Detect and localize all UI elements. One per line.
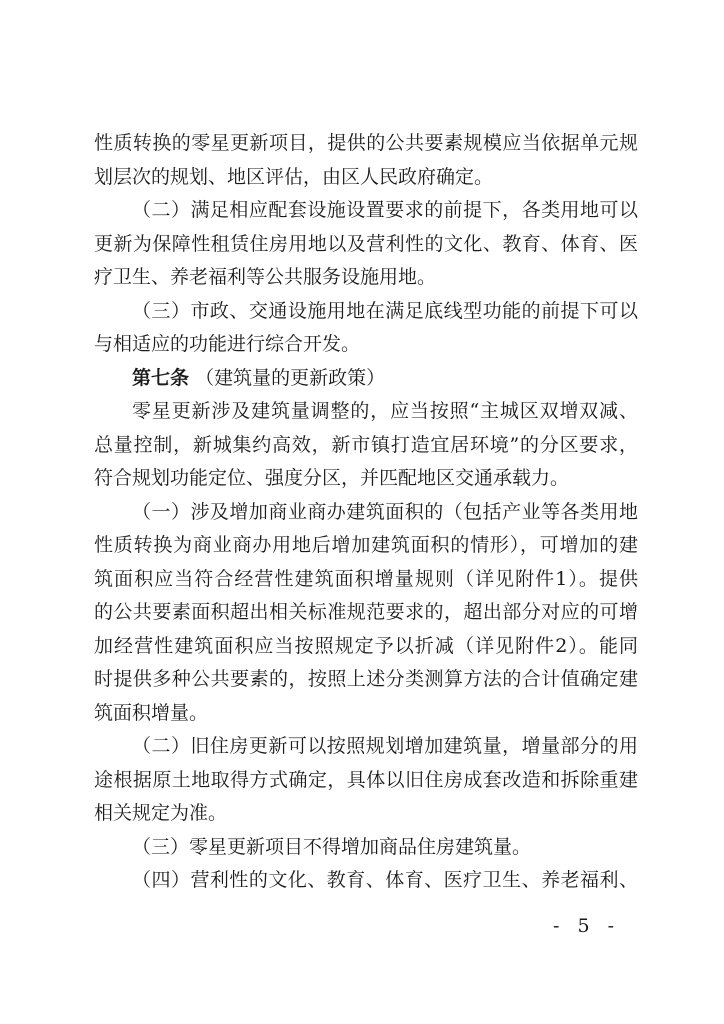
paragraph-line: （二）满足相应配套设施设置要求的前提下，各类用地可以 bbox=[132, 199, 638, 221]
article-label: 第七条 bbox=[132, 366, 190, 389]
paragraph-line: 符合规划功能定位、强度分区，并匹配地区交通承载力。 bbox=[94, 467, 570, 489]
paragraph-line: 的公共要素面积超出相关标准规范要求的，超出部分对应的可增 bbox=[94, 601, 638, 623]
paragraph-line: （四）营利性的文化、教育、体育、医疗卫生、养老福利、 bbox=[132, 869, 638, 891]
paragraph-line: 途根据原土地取得方式确定，具体以旧住房成套改造和拆除重建 bbox=[94, 768, 638, 791]
paragraph-line: 更新为保障性租赁住房用地以及营利性的文化、教育、体育、医 bbox=[94, 232, 638, 255]
paragraph-line: 时提供多种公共要素的，按照上述分类测算方法的合计值确定建 bbox=[94, 668, 638, 690]
paragraph-line: 疗卫生、养老福利等公共服务设施用地。 bbox=[94, 266, 437, 288]
article-heading bbox=[94, 362, 638, 396]
paragraph-line: （三）零星更新项目不得增加商品住房建筑量。 bbox=[132, 835, 532, 858]
paragraph-line: 筑面积应当符合经营性建筑面积增量规则（详见附件1）。提供 bbox=[94, 567, 638, 590]
paragraph-line: 性质转换为商业商办用地后增加建筑面积的情形），可增加的建 bbox=[94, 534, 638, 556]
paragraph-line: 相关规定为准。 bbox=[94, 802, 228, 824]
paragraph-line: 加经营性建筑面积应当按照规定予以折减（详见附件2）。能同 bbox=[94, 634, 638, 657]
paragraph-line: 性质转换的零星更新项目，提供的公共要素规模应当依据单元规 bbox=[94, 132, 638, 154]
paragraph-line: 总量控制，新城集约高效，新市镇打造宜居环境”的分区要求， bbox=[94, 433, 638, 456]
paragraph-line: （二）旧住房更新可以按照规划增加建筑量，增量部分的用 bbox=[132, 735, 638, 757]
paragraph-line: （一）涉及增加商业商办建筑面积的（包括产业等各类用地 bbox=[132, 500, 638, 523]
paragraph-line: 与相适应的功能进行综合开发。 bbox=[94, 333, 361, 355]
article-title: （建筑量的更新政策） bbox=[195, 366, 386, 389]
page-number: - 5 - bbox=[553, 915, 621, 937]
paragraph-line: 零星更新涉及建筑量调整的，应当按照“主城区双增双减、 bbox=[132, 400, 638, 422]
document-body bbox=[94, 127, 638, 898]
paragraph-line: 划层次的规划、地区评估，由区人民政府确定。 bbox=[94, 165, 494, 188]
paragraph-line: 筑面积增量。 bbox=[94, 701, 209, 724]
paragraph-line: （三）市政、交通设施用地在满足底线型功能的前提下可以 bbox=[132, 299, 638, 322]
